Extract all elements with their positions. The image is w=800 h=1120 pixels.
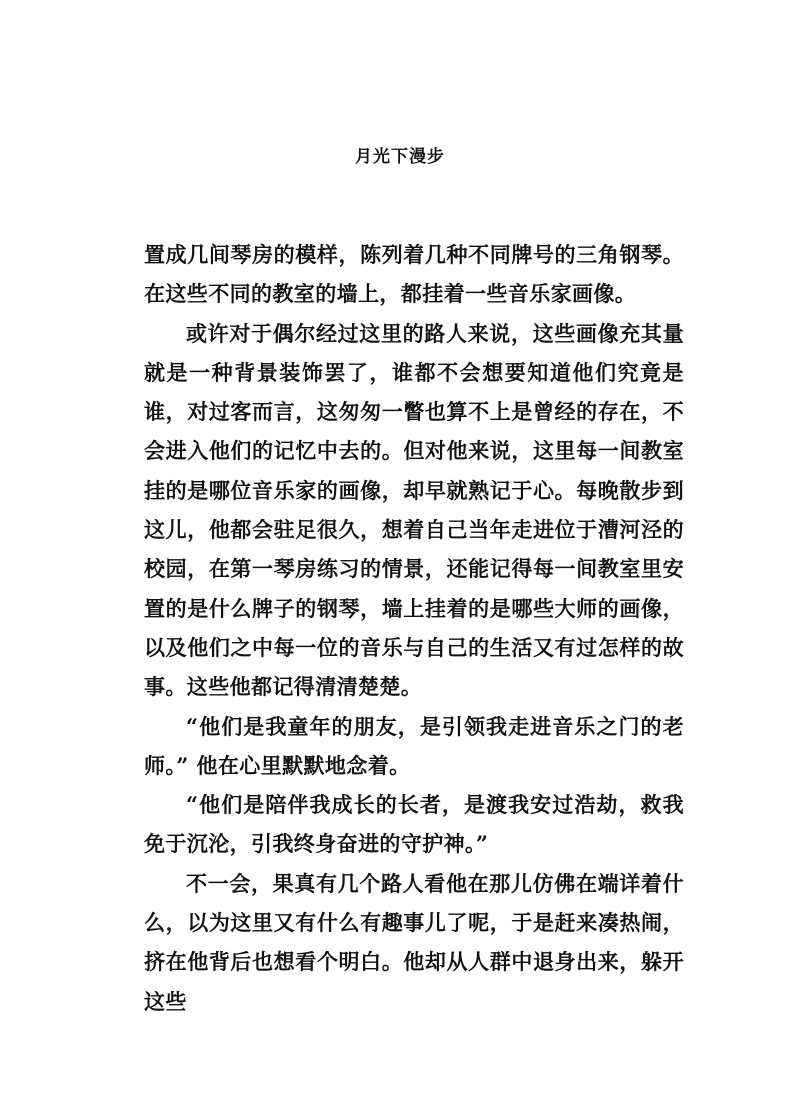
paragraph-5: 不一会，果真有几个路人看他在那儿仿佛在端详着什么，以为这里又有什么有趣事儿了呢，于是赶来凑热闹，挤在他背后也想看个明白。他却从人群中退身出来，躲开这些: [144, 870, 684, 1014]
running-title: 月光下漫步: [355, 147, 445, 167]
body-text: [144, 235, 684, 1021]
paragraph-4: “他们是陪伴我成长的长者，是渡我安过浩劫，救我免于沉沦，引我终身奋进的守护神。”: [144, 792, 684, 857]
paragraph-3: “他们是我童年的朋友，是引领我走进音乐之门的老师。” 他在心里默默地念着。: [144, 713, 684, 778]
paragraph-1: 置成几间琴房的模样，陈列着几种不同牌号的三角钢琴。在这些不同的教室的墙上，都挂着一些音乐家画像。: [144, 242, 684, 307]
paragraph-2: 或许对于偶尔经过这里的路人来说，这些画像充其量就是一种背景装饰罢了，谁都不会想要知道他们究竟是谁，对过客而言，这匆匆一瞥也算不上是曾经的存在，不会进入他们的记忆中去的。但对他来说，这里每一间教室挂的是哪位音乐家的画像，却早就熟记于心。每晚散步到这儿，他都会驻足很久，想着自己当年走进位于漕河泾的校园，在第一琴房练习的情景，还能记得每一间教室里安置的是什么牌子的钢琴，墙上挂着的是哪些大师的画像，以及他们之中每一位的音乐与自己的生活又有过怎样的故事。这些他都记得清清楚楚。: [144, 320, 684, 700]
